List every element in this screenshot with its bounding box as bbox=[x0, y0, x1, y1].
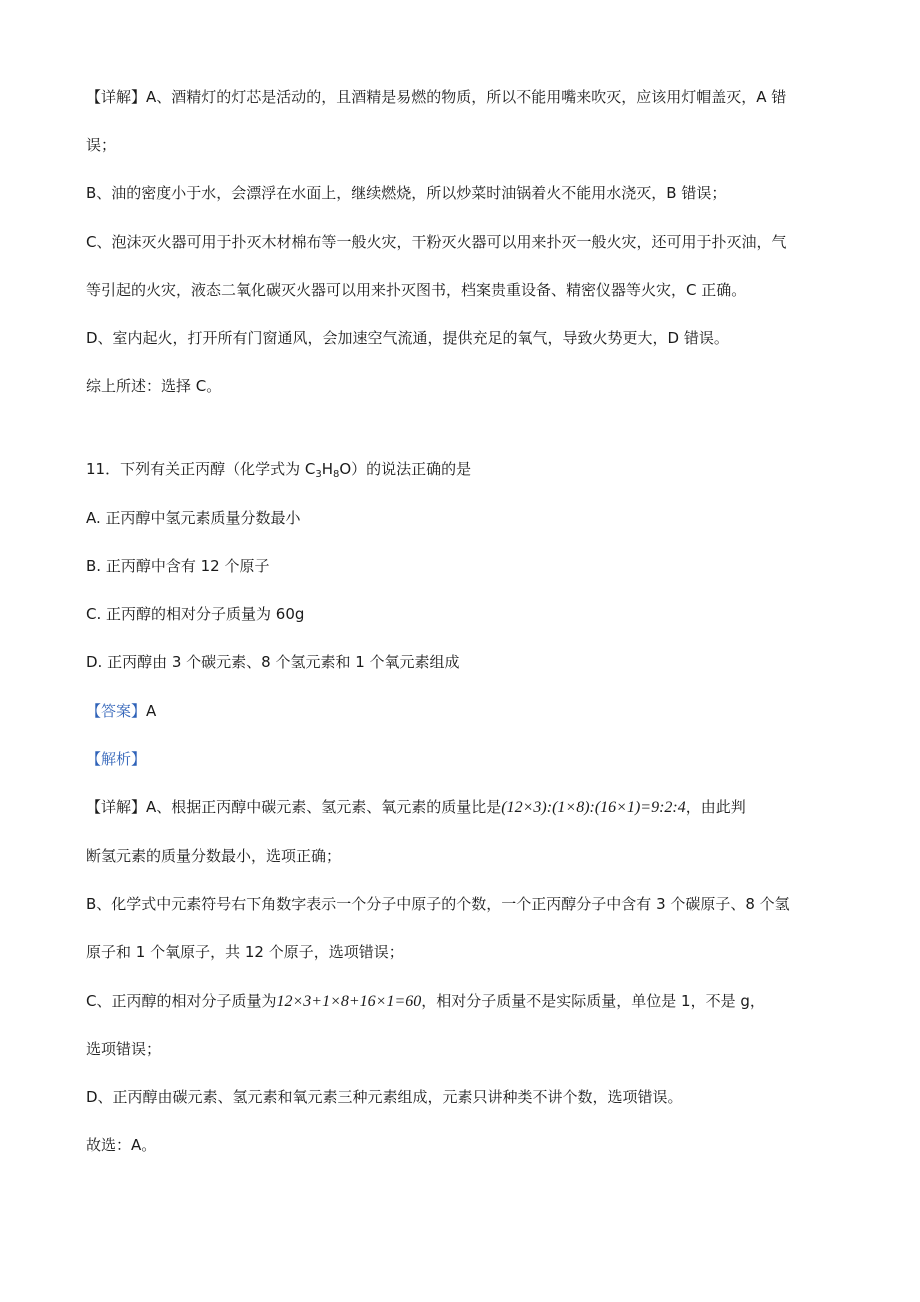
q11-detail-line-b: B、化学式中元素符号右下角数字表示一个分子中原子的个数，一个正丙醇分子中含有 3 个碳原子、8 个氢 bbox=[86, 895, 790, 913]
q10-detail-line-a-cont: 误； bbox=[86, 136, 117, 154]
question-11-stem: 11．下列有关正丙醇（化学式为 $C_3H_8O$）的说法正确的是 bbox=[86, 460, 472, 480]
option-a: A. 正丙醇中氢元素质量分数最小 bbox=[86, 509, 301, 527]
q10-summary: 综上所述：选择 C。 bbox=[86, 377, 222, 395]
q11-detail-line-b-cont: 原子和 1 个氧原子，共 12 个原子，选项错误； bbox=[86, 943, 404, 961]
molecular-mass-formula: 12×3+1×8+16×1=60 bbox=[276, 993, 422, 1010]
detail-tag: 【详解】 bbox=[86, 798, 147, 816]
q11-conclusion: 故选：A。 bbox=[86, 1136, 157, 1154]
answer-line bbox=[86, 700, 156, 722]
detail-tag: 【详解】 bbox=[86, 88, 147, 106]
option-c: C. 正丙醇的相对分子质量为 60g bbox=[86, 605, 305, 623]
analysis-tag: 【解析】 bbox=[86, 750, 147, 768]
answer-value: A bbox=[146, 702, 157, 720]
option-d: D. 正丙醇由 3 个碳元素、8 个氢元素和 1 个氧元素组成 bbox=[86, 653, 460, 671]
q11-detail-line-a: 【详解】A、根据正丙醇中碳元素、氢元素、氧元素的质量比是(12×3):(1×8):(16×1)=9:2:4，由此判 bbox=[86, 798, 746, 816]
q11-detail-line-a-cont: 断氢元素的质量分数最小，选项正确； bbox=[86, 847, 342, 865]
q10-detail-line-c-cont: 等引起的火灾，液态二氧化碳灭火器可以用来扑灭图书，档案贵重设备、精密仪器等火灾，C 正确。 bbox=[86, 281, 747, 299]
q11-detail-line-d: D、正丙醇由碳元素、氢元素和氧元素三种元素组成，元素只讲种类不讲个数，选项错误。 bbox=[86, 1088, 683, 1106]
mass-ratio-formula: (12×3):(1×8):(16×1)=9:2:4 bbox=[501, 799, 686, 816]
q11-detail-line-c-cont: 选项错误； bbox=[86, 1040, 162, 1058]
q10-detail-line-d: D、室内起火，打开所有门窗通风，会加速空气流通，提供充足的氧气，导致火势更大，D 错误。 bbox=[86, 329, 729, 347]
answer-tag: 【答案】 bbox=[86, 702, 147, 720]
q10-detail-line-b: B、油的密度小于水，会漂浮在水面上，继续燃烧，所以炒菜时油锅着火不能用水浇灭，B 错误； bbox=[86, 184, 727, 202]
q11-detail-line-c: C、正丙醇的相对分子质量为12×3+1×8+16×1=60，相对分子质量不是实际质量，单位是 1，不是 g， bbox=[86, 992, 765, 1010]
q10-detail-line-a: 【详解】A、酒精灯的灯芯是活动的，且酒精是易燃的物质，所以不能用嘴来吹灭，应该用灯帽盖灭，A 错 bbox=[86, 88, 787, 106]
option-b: B. 正丙醇中含有 12 个原子 bbox=[86, 557, 270, 575]
q10-detail-line-c: C、泡沫灭火器可用于扑灭木材棉布等一般火灾，干粉灭火器可以用来扑灭一般火灾，还可用于扑灭油，气 bbox=[86, 233, 787, 251]
